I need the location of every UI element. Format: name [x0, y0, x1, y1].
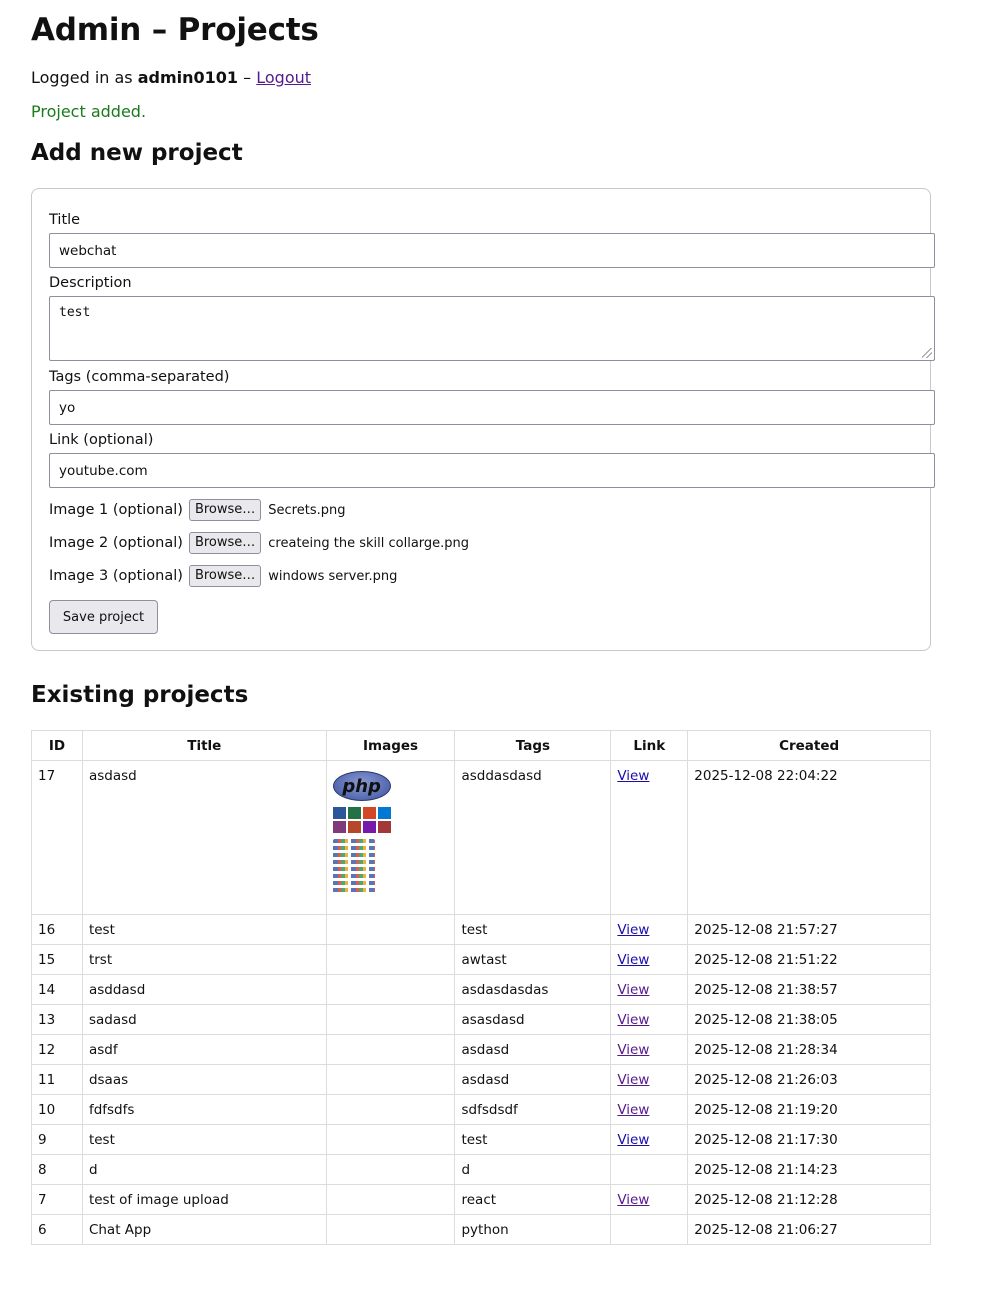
- cell-title: asddasd: [82, 975, 326, 1005]
- cell-tags: d: [455, 1155, 611, 1185]
- view-link[interactable]: View: [617, 1012, 650, 1028]
- cell-link: [611, 915, 688, 945]
- image-2-filename: createing the skill collarge.png: [268, 535, 470, 551]
- table-row: [32, 761, 931, 915]
- page-title: Admin – Projects: [31, 12, 319, 48]
- cell-tags: awtast: [455, 945, 611, 975]
- view-link[interactable]: View: [617, 1042, 650, 1058]
- title-label: Title: [49, 212, 81, 228]
- office-apps-grid-thumbnail: [333, 807, 391, 833]
- cell-images: [326, 1095, 455, 1125]
- cell-title: trst: [82, 945, 326, 975]
- cell-title: asdasd: [82, 761, 326, 915]
- title-input[interactable]: webchat: [49, 233, 935, 268]
- image-1-filename: Secrets.png: [268, 502, 346, 518]
- existing-projects-heading: Existing projects: [31, 682, 249, 708]
- table-row: [32, 945, 931, 975]
- description-textarea[interactable]: [49, 296, 935, 361]
- column-header-id: ID: [32, 731, 83, 761]
- cell-images: [326, 975, 455, 1005]
- cell-images: [326, 1185, 455, 1215]
- cell-created: 2025-12-08 21:28:34: [688, 1035, 931, 1065]
- image-1-browse-button[interactable]: Browse…: [189, 499, 261, 521]
- cell-created: 2025-12-08 21:38:57: [688, 975, 931, 1005]
- skills-collage-thumbnail: [333, 839, 375, 895]
- cell-title: sadasd: [82, 1005, 326, 1035]
- cell-created: 2025-12-08 21:17:30: [688, 1125, 931, 1155]
- view-link[interactable]: View: [617, 982, 650, 998]
- cell-title: Chat App: [82, 1215, 326, 1245]
- cell-created: 2025-12-08 22:04:22: [688, 761, 931, 915]
- view-link[interactable]: View: [617, 922, 650, 938]
- cell-id: 14: [32, 975, 83, 1005]
- logged-in-prefix: Logged in as: [31, 68, 133, 87]
- cell-link: [611, 761, 688, 915]
- image-thumbnails: [333, 768, 449, 903]
- login-status: [31, 68, 311, 87]
- cell-created: 2025-12-08 21:14:23: [688, 1155, 931, 1185]
- cell-title: d: [82, 1155, 326, 1185]
- cell-tags: react: [455, 1185, 611, 1215]
- php-logo-thumbnail: php: [333, 771, 391, 801]
- cell-images: [326, 915, 455, 945]
- image-3-label: Image 3 (optional): [49, 568, 183, 584]
- table-row: [32, 1035, 931, 1065]
- cell-link: [611, 1095, 688, 1125]
- cell-title: test of image upload: [82, 1185, 326, 1215]
- image-3-filename: windows server.png: [268, 568, 398, 584]
- cell-id: 8: [32, 1155, 83, 1185]
- add-project-heading: Add new project: [31, 140, 243, 166]
- cell-id: 13: [32, 1005, 83, 1035]
- image-3-row: [49, 565, 397, 587]
- cell-images: [326, 1035, 455, 1065]
- cell-id: 10: [32, 1095, 83, 1125]
- column-header-images: Images: [326, 731, 455, 761]
- image-2-browse-button[interactable]: Browse…: [189, 532, 261, 554]
- table-row: [32, 915, 931, 945]
- tags-input[interactable]: yo: [49, 390, 935, 425]
- cell-id: 12: [32, 1035, 83, 1065]
- logout-link[interactable]: Logout: [256, 68, 312, 87]
- view-link[interactable]: View: [617, 1072, 650, 1088]
- cell-link: [611, 1125, 688, 1155]
- cell-images: [326, 1065, 455, 1095]
- flash-message: Project added.: [31, 102, 147, 121]
- cell-created: 2025-12-08 21:57:27: [688, 915, 931, 945]
- cell-id: 9: [32, 1125, 83, 1155]
- cell-tags: asdasdasdas: [455, 975, 611, 1005]
- cell-created: 2025-12-08 21:06:27: [688, 1215, 931, 1245]
- cell-images: [326, 1215, 455, 1245]
- description-value: test: [59, 305, 91, 320]
- table-row: [32, 1005, 931, 1035]
- image-1-label: Image 1 (optional): [49, 502, 183, 518]
- username: admin0101: [137, 68, 239, 87]
- add-project-form: [31, 188, 931, 651]
- cell-tags: asdasd: [455, 1035, 611, 1065]
- cell-images: [326, 945, 455, 975]
- cell-id: 11: [32, 1065, 83, 1095]
- cell-id: 7: [32, 1185, 83, 1215]
- cell-link: [611, 1005, 688, 1035]
- cell-title: test: [82, 915, 326, 945]
- cell-tags: test: [455, 1125, 611, 1155]
- cell-images: [326, 1005, 455, 1035]
- cell-tags: python: [455, 1215, 611, 1245]
- cell-link: [611, 1065, 688, 1095]
- tags-label: Tags (comma-separated): [49, 369, 230, 385]
- save-project-button[interactable]: Save project: [49, 600, 158, 634]
- table-row: [32, 975, 931, 1005]
- cell-link: [611, 975, 688, 1005]
- cell-link: [611, 1185, 688, 1215]
- cell-tags: sdfsdsdf: [455, 1095, 611, 1125]
- cell-id: 17: [32, 761, 83, 915]
- cell-images: [326, 1155, 455, 1185]
- cell-title: fdfsdfs: [82, 1095, 326, 1125]
- cell-tags: asasdasd: [455, 1005, 611, 1035]
- cell-link: [611, 1155, 688, 1185]
- cell-link: [611, 1215, 688, 1245]
- view-link[interactable]: View: [617, 1102, 650, 1118]
- column-header-title: Title: [82, 731, 326, 761]
- image-3-browse-button[interactable]: Browse…: [189, 565, 261, 587]
- image-2-row: [49, 532, 469, 554]
- table-row: [32, 1065, 931, 1095]
- cell-tags: test: [455, 915, 611, 945]
- view-link[interactable]: View: [617, 1192, 650, 1208]
- cell-created: 2025-12-08 21:12:28: [688, 1185, 931, 1215]
- view-link[interactable]: View: [617, 768, 650, 784]
- cell-created: 2025-12-08 21:51:22: [688, 945, 931, 975]
- cell-created: 2025-12-08 21:26:03: [688, 1065, 931, 1095]
- cell-title: test: [82, 1125, 326, 1155]
- cell-tags: asdasd: [455, 1065, 611, 1095]
- column-header-tags: Tags: [455, 731, 611, 761]
- table-row: [32, 1215, 931, 1245]
- cell-title: asdf: [82, 1035, 326, 1065]
- separator: –: [243, 68, 252, 87]
- cell-id: 6: [32, 1215, 83, 1245]
- table-row: [32, 1125, 931, 1155]
- description-label: Description: [49, 275, 132, 291]
- cell-link: [611, 1035, 688, 1065]
- table-row: [32, 1185, 931, 1215]
- cell-id: 15: [32, 945, 83, 975]
- view-link[interactable]: View: [617, 1132, 650, 1148]
- resize-grip-icon[interactable]: [922, 348, 932, 358]
- cell-tags: asddasdasd: [455, 761, 611, 915]
- view-link[interactable]: View: [617, 952, 650, 968]
- column-header-created: Created: [688, 731, 931, 761]
- cell-images: [326, 1125, 455, 1155]
- projects-table-body: [32, 761, 931, 1245]
- table-row: [32, 1155, 931, 1185]
- cell-images: [326, 761, 455, 915]
- projects-table: [31, 730, 931, 1245]
- link-input[interactable]: youtube.com: [49, 453, 935, 488]
- column-header-link: Link: [611, 731, 688, 761]
- cell-created: 2025-12-08 21:19:20: [688, 1095, 931, 1125]
- table-header-row: [32, 731, 931, 761]
- image-2-label: Image 2 (optional): [49, 535, 183, 551]
- cell-link: [611, 945, 688, 975]
- image-1-row: [49, 499, 345, 521]
- cell-title: dsaas: [82, 1065, 326, 1095]
- link-label: Link (optional): [49, 432, 154, 448]
- table-row: [32, 1095, 931, 1125]
- cell-id: 16: [32, 915, 83, 945]
- cell-created: 2025-12-08 21:38:05: [688, 1005, 931, 1035]
